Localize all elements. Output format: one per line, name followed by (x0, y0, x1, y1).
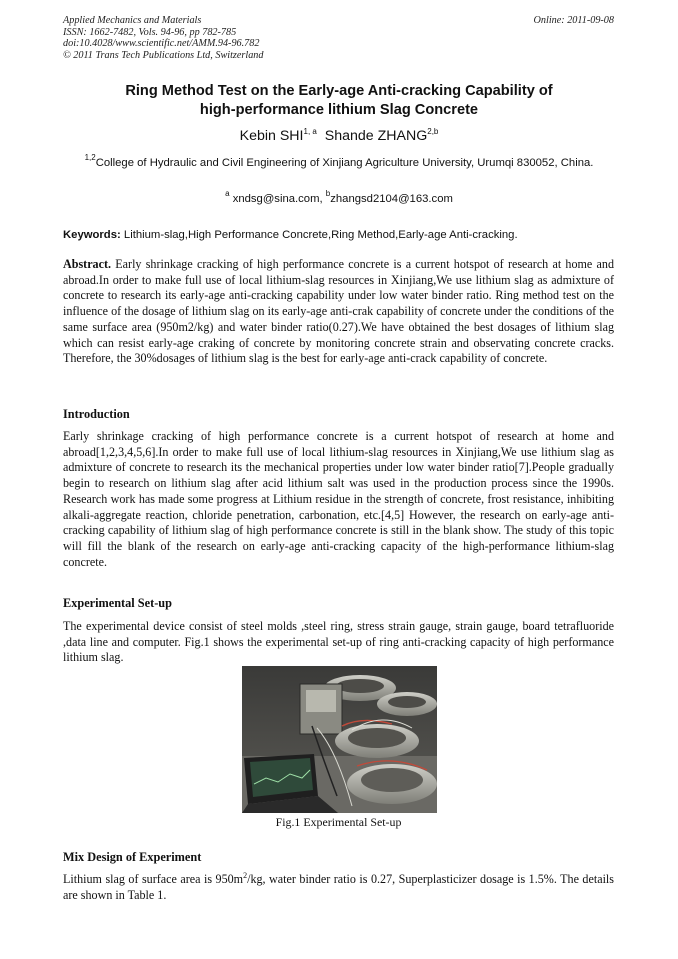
paper-title (63, 82, 615, 120)
abstract (63, 257, 614, 367)
setup-photo-illustration (242, 666, 437, 813)
author-2: Shande ZHANG (324, 128, 428, 144)
journal-name: Applied Mechanics and Materials (63, 15, 202, 26)
setup-heading: Experimental Set-up (63, 596, 172, 610)
mix-design-heading: Mix Design of Experiment (63, 850, 202, 864)
author-1-affil: 1, a (303, 127, 317, 136)
affiliation-marker: 1,2 (84, 153, 96, 162)
title-line-2: high-performance lithium Slag Concrete (199, 102, 479, 118)
email-b-marker: b (325, 189, 331, 198)
experimental-setup-photo (242, 666, 437, 813)
keywords (63, 229, 615, 241)
abstract-label: Abstract. (63, 257, 112, 271)
setup-text: The experimental device consist of steel molds ,steel ring, stress strain gauge, strain gauge, board tetrafluoride ,data line and computer. Fig.1 shows the experimental set-up of ring anti-cracking capacity of high performance lithium slag. (63, 619, 614, 665)
email-a-marker: a (225, 189, 230, 198)
introduction-text: Early shrinkage cracking of high performance concrete is a current hotspot of research at home and abroad[1,2,3,4,5,6].In order to make full use of local lithium-slag resources in Xinjiang,We use lithium slag as admixture of concrete to research its the mechanical properties under low water binder ratio[7].People gradually begin to research on lithium slag after acid lithium salt was used in the production process since the 1990s. Research work has made some progress at Lithium residue in the strength of concrete, frost resistance, inhibiting alkali-aggregate reaction, chloride penetration, carbonation, etc.[4,5] However, the research on early-age anti-cracking capability of lithium slag of high performance concrete is still in the blank show. The study of this topic will fill the blank of the research on early-age anti-cracking capacity of the high-performance lithium-slag concrete. (63, 429, 614, 569)
email-line (63, 189, 615, 205)
keywords-label: Keywords: (63, 229, 121, 241)
mix-design-text (63, 872, 614, 903)
author-2-affil: 2,b (427, 127, 439, 136)
author-line (63, 128, 615, 144)
copyright-line: © 2011 Trans Tech Publications Ltd, Switzerland (63, 49, 264, 61)
email-a[interactable]: xndsg@sina.com, (232, 193, 323, 205)
journal-header (63, 15, 263, 61)
online-date: Online: 2011-09-08 (533, 15, 614, 26)
keywords-text: Lithium-slag,High Performance Concrete,Ring Method,Early-age Anti-cracking. (123, 229, 518, 241)
mix-text-part-1: Lithium slag of surface area is 950m (63, 872, 244, 886)
abstract-text: Early shrinkage cracking of high performance concrete is a current hotspot of research at home and abroad.In order to make full use of local lithium-slag resources in Xinjiang,We use lithium slag as admixture of concrete to research its early-age anti-cracking capability under low water binder ratio. Ring method test on the influence of the dosage of lithium slag on its early-age anti-crak capability of concrete under the conditions of the same surface area (950m2/kg) and water binder ratio(0.27).We have obtained the best dosages of lithium slag which can resist early-age craking of concrete by monitoring concrete strain and observating concrete cracks. Therefore, the 30%dosages of lithium slag is the best for early-age anti-crack capability of concrete. (63, 257, 614, 366)
figure-caption: Fig.1 Experimental Set-up (275, 815, 402, 829)
mix-text-superscript: 2 (243, 871, 248, 880)
affiliation (63, 155, 615, 171)
affiliation-text: College of Hydraulic and Civil Engineering of Xinjiang Agriculture University, Urumqi 830052, China. (95, 157, 594, 169)
email-b[interactable]: zhangsd2104@163.com (330, 193, 453, 205)
title-line-1: Ring Method Test on the Early-age Anti-cracking Capability of (125, 83, 553, 99)
mix-text-part-2: /kg, water binder ratio is 0.27, Superplasticizer dosage is 1.5%. The details are shown in Table 1. (63, 872, 614, 902)
doi-line[interactable]: doi:10.4028/www.scientific.net/AMM.94-96.782 (63, 38, 260, 50)
author-1: Kebin SHI (239, 128, 304, 144)
introduction-heading: Introduction (63, 407, 130, 421)
issn-line: ISSN: 1662-7482, Vols. 94-96, pp 782-785 (63, 26, 237, 38)
